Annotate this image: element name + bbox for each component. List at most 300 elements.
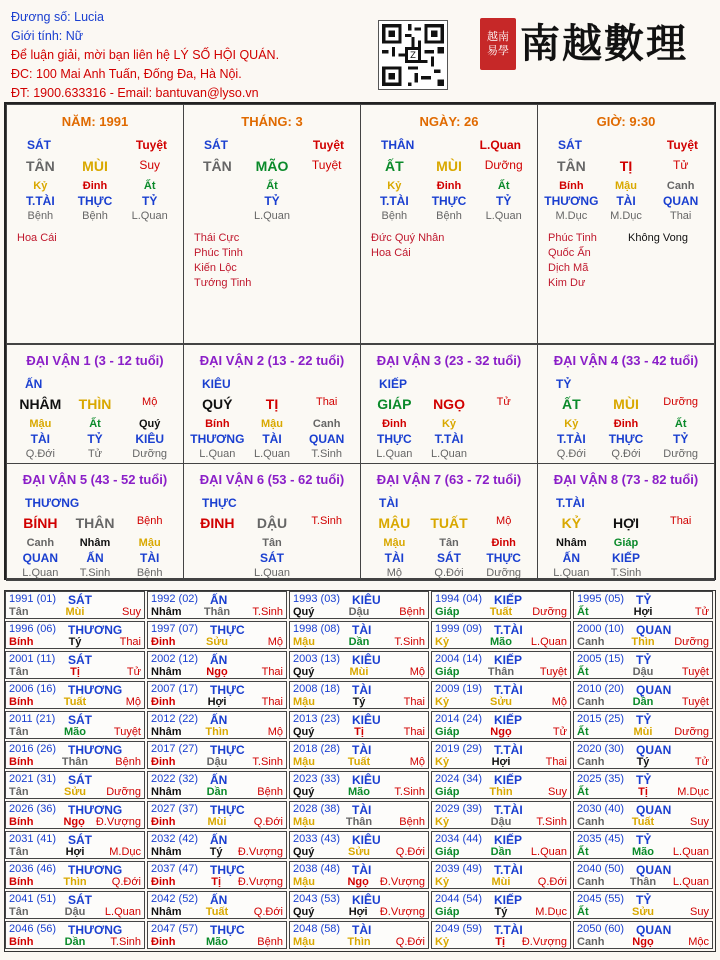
year-stem: Ất (577, 786, 589, 798)
year-cell[interactable] (431, 801, 571, 829)
year-row (151, 816, 283, 828)
year-label: 2003 (13) (293, 653, 341, 665)
year-label: 2008 (18) (293, 683, 341, 695)
year-row (9, 696, 141, 708)
ten-god (653, 551, 708, 565)
year-stage: Tuyệt (113, 726, 141, 738)
year-row (435, 606, 567, 618)
year-cell[interactable] (573, 891, 713, 919)
year-cell[interactable] (289, 861, 429, 889)
year-stage: T.Sinh (110, 936, 141, 948)
year-cell[interactable] (147, 621, 287, 649)
pillar-main-row (190, 158, 354, 174)
year-cell[interactable] (147, 861, 287, 889)
pillar-main-row (367, 158, 531, 174)
year-row (435, 936, 567, 948)
contact-line: Để luận giải, mời bạn liên hệ LÝ SỐ HỘI QUÁN. (11, 48, 280, 62)
year-cell[interactable] (5, 921, 145, 949)
luck-extra: Mộ (142, 396, 158, 408)
luck-branch: MÙI (613, 396, 639, 412)
luck-title: ĐẠI VẬN 5 (43 - 52 tuổi) (22, 472, 168, 487)
year-branch: Tý (494, 906, 508, 918)
hidden-stem: Canh (666, 180, 695, 192)
year-row (293, 786, 425, 798)
year-cell[interactable] (289, 801, 429, 829)
stage: M.Dục (555, 210, 588, 222)
year-branch: Thìn (205, 726, 229, 738)
year-stem: Giáp (435, 666, 460, 678)
year-branch: Mùi (207, 816, 227, 828)
year-label: 2025 (35) (577, 773, 625, 785)
ten-god: QUAN (309, 432, 345, 446)
year-label: 2029 (39) (435, 803, 483, 815)
year-cell[interactable] (147, 771, 287, 799)
ten-god: THỰC (486, 551, 521, 565)
year-branch: Dậu (64, 906, 86, 918)
year-stem: Giáp (435, 906, 460, 918)
pillar-top-row (190, 138, 354, 152)
year-branch: Sửu (63, 786, 87, 798)
luck-god: TÀI (379, 496, 399, 510)
hidden-stem: Mậu (383, 537, 406, 549)
year-branch: Mão (206, 936, 228, 948)
year-stage: Q.Đới (395, 846, 425, 858)
year-stage: Tuyệt (681, 666, 709, 678)
luck-extra: T.Sinh (311, 515, 342, 527)
year-label: 2049 (59) (435, 923, 483, 935)
luck-extra: Bệnh (136, 515, 163, 527)
year-stem: Ất (577, 666, 589, 678)
year-row (577, 906, 709, 918)
ten-god: QUAN (663, 194, 699, 208)
year-god: TỶ (636, 713, 652, 727)
year-label: 2038 (48) (293, 863, 341, 875)
year-row (435, 846, 567, 858)
year-row (577, 756, 709, 768)
year-row (577, 726, 709, 738)
hidden-stem: Kỷ (387, 180, 402, 192)
year-god: THỰC (210, 683, 245, 697)
year-row (151, 876, 283, 888)
year-cell[interactable] (573, 831, 713, 859)
luck-branch: TỊ (265, 396, 279, 412)
year-god: KIÊU (352, 713, 381, 727)
year-god: SÁT (68, 893, 92, 907)
luck-branch: THÌN (78, 396, 112, 412)
luck-hidden-row (190, 418, 354, 430)
hidden-stems-row (367, 180, 531, 192)
year-stage: L.Quan (672, 846, 709, 858)
year-god: T.TÀI (494, 623, 523, 637)
year-stem: Nhâm (151, 786, 182, 798)
luck-god: KIÊU (202, 377, 231, 391)
year-god: ẤN (210, 593, 228, 607)
stage: Dưỡng (486, 567, 522, 579)
stage: M.Dục (610, 210, 642, 222)
pillar-extra: Dưỡng (484, 158, 523, 172)
hidden-stem: Mậu (29, 418, 52, 430)
stage: L.Quan (253, 210, 291, 222)
year-cell[interactable] (289, 831, 429, 859)
year-label: 2007 (17) (151, 683, 199, 695)
year-row (577, 666, 709, 678)
year-cell[interactable] (573, 621, 713, 649)
year-row (577, 846, 709, 858)
hidden-stem: Mậu (138, 537, 161, 549)
ten-god: SÁT (260, 551, 284, 565)
hidden-stem: Nhâm (79, 537, 111, 549)
year-cell[interactable] (5, 591, 145, 619)
stage: L.Quan (22, 567, 59, 579)
hidden-stem: Đinh (382, 418, 407, 430)
hidden-stem (299, 180, 354, 192)
luck-hidden-row (367, 418, 531, 430)
year-cell[interactable] (147, 891, 287, 919)
year-row (151, 756, 283, 768)
year-branch: Dậu (490, 816, 512, 828)
year-god: THƯƠNG (68, 923, 123, 937)
year-cell[interactable] (431, 831, 571, 859)
year-label: 2033 (43) (293, 833, 341, 845)
year-label: 2035 (45) (577, 833, 625, 845)
year-row (151, 606, 283, 618)
stage: Q.Đới (25, 448, 55, 460)
year-branch: Thìn (347, 936, 371, 948)
year-label: 2026 (36) (9, 803, 57, 815)
year-stage: Mộc (688, 936, 709, 948)
year-label: 2021 (31) (9, 773, 57, 785)
year-branch: Mùi (65, 606, 85, 618)
year-cell[interactable] (5, 711, 145, 739)
year-god: TỶ (636, 833, 652, 847)
year-row (293, 876, 425, 888)
hidden-stem: Giáp (613, 537, 639, 549)
ten-god: TỶ (87, 432, 103, 446)
year-stem: Mậu (293, 636, 315, 648)
year-cell[interactable] (431, 861, 571, 889)
year-label: 2041 (51) (9, 893, 57, 905)
year-god: SÁT (68, 833, 92, 847)
year-branch: Tý (68, 636, 82, 648)
year-branch: Mùi (349, 666, 369, 678)
stage: Mộ (386, 567, 402, 579)
year-god: QUAN (636, 863, 672, 877)
year-cell[interactable] (147, 651, 287, 679)
year-cell[interactable] (289, 681, 429, 709)
year-cell[interactable] (573, 711, 713, 739)
year-stem: Nhâm (151, 846, 182, 858)
stage: Bệnh (436, 210, 462, 222)
year-god: TÀI (352, 803, 372, 817)
year-branch: Ngọ (206, 666, 228, 678)
address-line: ĐC: 100 Mai Anh Tuấn, Đống Đa, Hà Nội. (11, 67, 242, 81)
year-stem: Quý (293, 906, 315, 918)
luck-gods-row (544, 551, 708, 565)
star-item: Quốc Ấn (548, 247, 591, 259)
year-stem: Tân (9, 726, 29, 738)
year-label: 2022 (32) (151, 773, 199, 785)
year-god: QUAN (636, 683, 672, 697)
year-cell[interactable] (289, 921, 429, 949)
year-stage: Thai (261, 696, 283, 708)
year-cell[interactable] (147, 801, 287, 829)
hidden-stem: Tân (262, 537, 282, 549)
year-branch: Tị (70, 666, 80, 678)
hidden-stem: Đinh (491, 537, 516, 549)
year-label: 2047 (57) (151, 923, 199, 935)
year-stage: Mộ (409, 756, 425, 768)
stage: Q.Đới (611, 448, 641, 460)
year-cell[interactable] (147, 681, 287, 709)
year-god: THƯƠNG (68, 683, 123, 697)
luck-stem: QUÝ (202, 396, 233, 412)
year-branch: Mão (632, 846, 654, 858)
year-cell[interactable] (5, 741, 145, 769)
pillar-branch: MÃO (255, 158, 289, 174)
year-stem: Nhâm (151, 906, 182, 918)
luck-hidden-row (13, 418, 177, 430)
year-row (435, 786, 567, 798)
year-stage: Thai (261, 666, 283, 678)
year-cell[interactable] (289, 591, 429, 619)
luck-cell (537, 344, 715, 464)
hidden-stem: Canh (312, 418, 341, 430)
year-cell[interactable] (289, 651, 429, 679)
star-item: Hoa Cái (17, 232, 57, 244)
year-stage: Q.Đới (111, 876, 141, 888)
year-row (9, 876, 141, 888)
year-god: KIẾP (494, 893, 523, 907)
year-god: QUAN (636, 743, 672, 757)
year-row (435, 756, 567, 768)
ten-god: QUAN (22, 551, 58, 565)
year-cell[interactable] (431, 921, 571, 949)
year-label: 1993 (03) (293, 593, 341, 605)
year-cell[interactable] (5, 861, 145, 889)
year-god: T.TÀI (494, 683, 523, 697)
luck-gods-row (367, 432, 531, 446)
year-stem: Canh (577, 816, 605, 828)
year-cell[interactable] (289, 621, 429, 649)
year-cell[interactable] (573, 591, 713, 619)
year-label: 2004 (14) (435, 653, 483, 665)
year-cell[interactable] (573, 861, 713, 889)
year-branch: Hợi (491, 756, 511, 768)
year-cell[interactable] (5, 651, 145, 679)
star-item: Kim Dư (548, 277, 586, 289)
year-branch: Thìn (631, 636, 655, 648)
year-cell[interactable] (573, 741, 713, 769)
year-cell[interactable] (5, 621, 145, 649)
year-branch: Hợi (65, 846, 85, 858)
year-god: KIẾP (494, 593, 523, 607)
ten-god: THỰC (77, 194, 113, 208)
year-row (151, 726, 283, 738)
stage (190, 210, 245, 222)
luck-cell (6, 463, 184, 581)
ten-god: TỶ (142, 194, 158, 208)
year-stem: Quý (293, 786, 315, 798)
luck-main-row (13, 396, 177, 412)
year-cell[interactable] (431, 651, 571, 679)
year-cell[interactable] (573, 651, 713, 679)
year-stem: Giáp (435, 786, 460, 798)
luck-gods-row (13, 551, 177, 565)
year-god: TÀI (352, 923, 372, 937)
year-row (293, 846, 425, 858)
year-stage: Đ.Vượng (379, 876, 425, 888)
stars-list-2 (628, 231, 688, 246)
year-label: 2015 (25) (577, 713, 625, 725)
year-cell[interactable] (147, 711, 287, 739)
pillar-branch: MÙI (436, 158, 462, 174)
year-label: 2045 (55) (577, 893, 625, 905)
star-item: Không Vong (628, 232, 688, 244)
year-cell[interactable] (573, 801, 713, 829)
luck-extra: Tử (496, 396, 511, 408)
year-label: 1992 (02) (151, 593, 199, 605)
stage: L.Quan (376, 448, 413, 460)
year-stage: Mộ (267, 636, 283, 648)
year-god: KIÊU (352, 833, 381, 847)
year-cell[interactable] (5, 771, 145, 799)
year-cell[interactable] (431, 741, 571, 769)
year-stage: Đ.Vượng (521, 936, 567, 948)
year-stage: T.Sinh (394, 636, 425, 648)
ten-god: TỶ (673, 432, 689, 446)
year-row (293, 816, 425, 828)
stage: Bệnh (381, 210, 408, 222)
ten-god (476, 432, 531, 446)
year-stage: M.Dục (677, 786, 709, 798)
luck-title: ĐẠI VẬN 4 (33 - 42 tuổi) (553, 353, 699, 368)
year-cell[interactable] (431, 711, 571, 739)
year-label: 2030 (40) (577, 803, 625, 815)
year-stage: Dưỡng (532, 606, 567, 618)
year-branch: Ngọ (63, 816, 85, 828)
year-cell[interactable] (147, 591, 287, 619)
year-god: TỶ (636, 593, 652, 607)
year-cell[interactable] (431, 591, 571, 619)
year-branch: Mùi (491, 876, 511, 888)
year-stage: M.Dục (109, 846, 141, 858)
year-cell[interactable] (289, 741, 429, 769)
year-cell[interactable] (573, 921, 713, 949)
year-row (9, 726, 141, 738)
luck-title: ĐẠI VẬN 1 (3 - 12 tuổi) (26, 353, 164, 368)
luck-title: ĐẠI VẬN 7 (63 - 72 tuổi) (376, 472, 522, 487)
year-cell[interactable] (431, 771, 571, 799)
year-stem: Mậu (293, 876, 315, 888)
year-row (577, 696, 709, 708)
year-stem: Đinh (151, 936, 176, 948)
year-cell[interactable] (147, 921, 287, 949)
year-label: 1995 (05) (577, 593, 625, 605)
stages-row (190, 210, 354, 222)
year-cell[interactable] (5, 801, 145, 829)
year-god: THƯƠNG (68, 623, 123, 637)
year-god: SÁT (68, 653, 92, 667)
luck-cell (183, 344, 361, 464)
year-label: 2002 (12) (151, 653, 199, 665)
ten-god (299, 551, 354, 565)
star-item: Kiến Lộc (194, 262, 237, 274)
year-row (9, 846, 141, 858)
hidden-stem: Tân (439, 537, 459, 549)
luck-stages-row (544, 448, 708, 460)
ten-gods-row (544, 194, 708, 208)
luck-gods-row (190, 432, 354, 446)
year-stage: Tử (126, 666, 141, 678)
year-stage: Đ.Vượng (237, 846, 283, 858)
year-row (293, 906, 425, 918)
year-cell[interactable] (573, 771, 713, 799)
year-row (293, 936, 425, 948)
year-stem: Đinh (151, 756, 176, 768)
year-god: KIÊU (352, 653, 381, 667)
year-cell[interactable] (431, 891, 571, 919)
year-god: KIẾP (494, 713, 523, 727)
pillar-god: SÁT (27, 138, 51, 152)
year-cell[interactable] (5, 681, 145, 709)
year-label: 2013 (23) (293, 713, 341, 725)
year-row (151, 786, 283, 798)
pillar-stem: TÂN (556, 158, 586, 174)
bazi-chart (4, 102, 716, 580)
year-branch: Dậu (206, 756, 228, 768)
year-cell[interactable] (431, 621, 571, 649)
year-label: 2023 (33) (293, 773, 341, 785)
year-stem: Đinh (151, 636, 176, 648)
year-branch: Ngọ (632, 936, 654, 948)
qr-code-icon[interactable] (378, 20, 448, 90)
year-row (293, 696, 425, 708)
stage: Tử (87, 448, 103, 460)
year-label: 2000 (10) (577, 623, 625, 635)
year-label: 2014 (24) (435, 713, 483, 725)
year-cell[interactable] (147, 831, 287, 859)
hidden-stem: Ất (266, 180, 278, 192)
ten-god (190, 194, 245, 208)
year-label: 1996 (06) (9, 623, 57, 635)
ten-god: TÀI (30, 432, 50, 446)
star-item: Thái Cực (194, 232, 240, 244)
year-stage: Tử (694, 756, 709, 768)
year-branch: Mão (490, 636, 512, 648)
year-god: QUAN (636, 803, 672, 817)
year-cell[interactable] (289, 711, 429, 739)
year-stem: Tân (9, 846, 29, 858)
year-cell[interactable] (5, 831, 145, 859)
luck-gods-row (190, 551, 354, 565)
year-label: 2016 (26) (9, 743, 57, 755)
year-branch: Thân (487, 666, 515, 678)
header-info (11, 8, 279, 103)
year-cell[interactable] (431, 681, 571, 709)
pillar-stem: TÂN (25, 158, 55, 174)
year-cell[interactable] (573, 681, 713, 709)
luck-gods-row (13, 432, 177, 446)
year-branch: Hợi (633, 606, 653, 618)
year-cell[interactable] (147, 741, 287, 769)
ten-god: TÀI (616, 194, 636, 208)
stage: T.Sinh (79, 567, 111, 579)
year-god: THƯƠNG (68, 803, 123, 817)
year-cell[interactable] (289, 891, 429, 919)
year-cell[interactable] (289, 771, 429, 799)
year-cell[interactable] (5, 891, 145, 919)
year-label: 2043 (53) (293, 893, 341, 905)
